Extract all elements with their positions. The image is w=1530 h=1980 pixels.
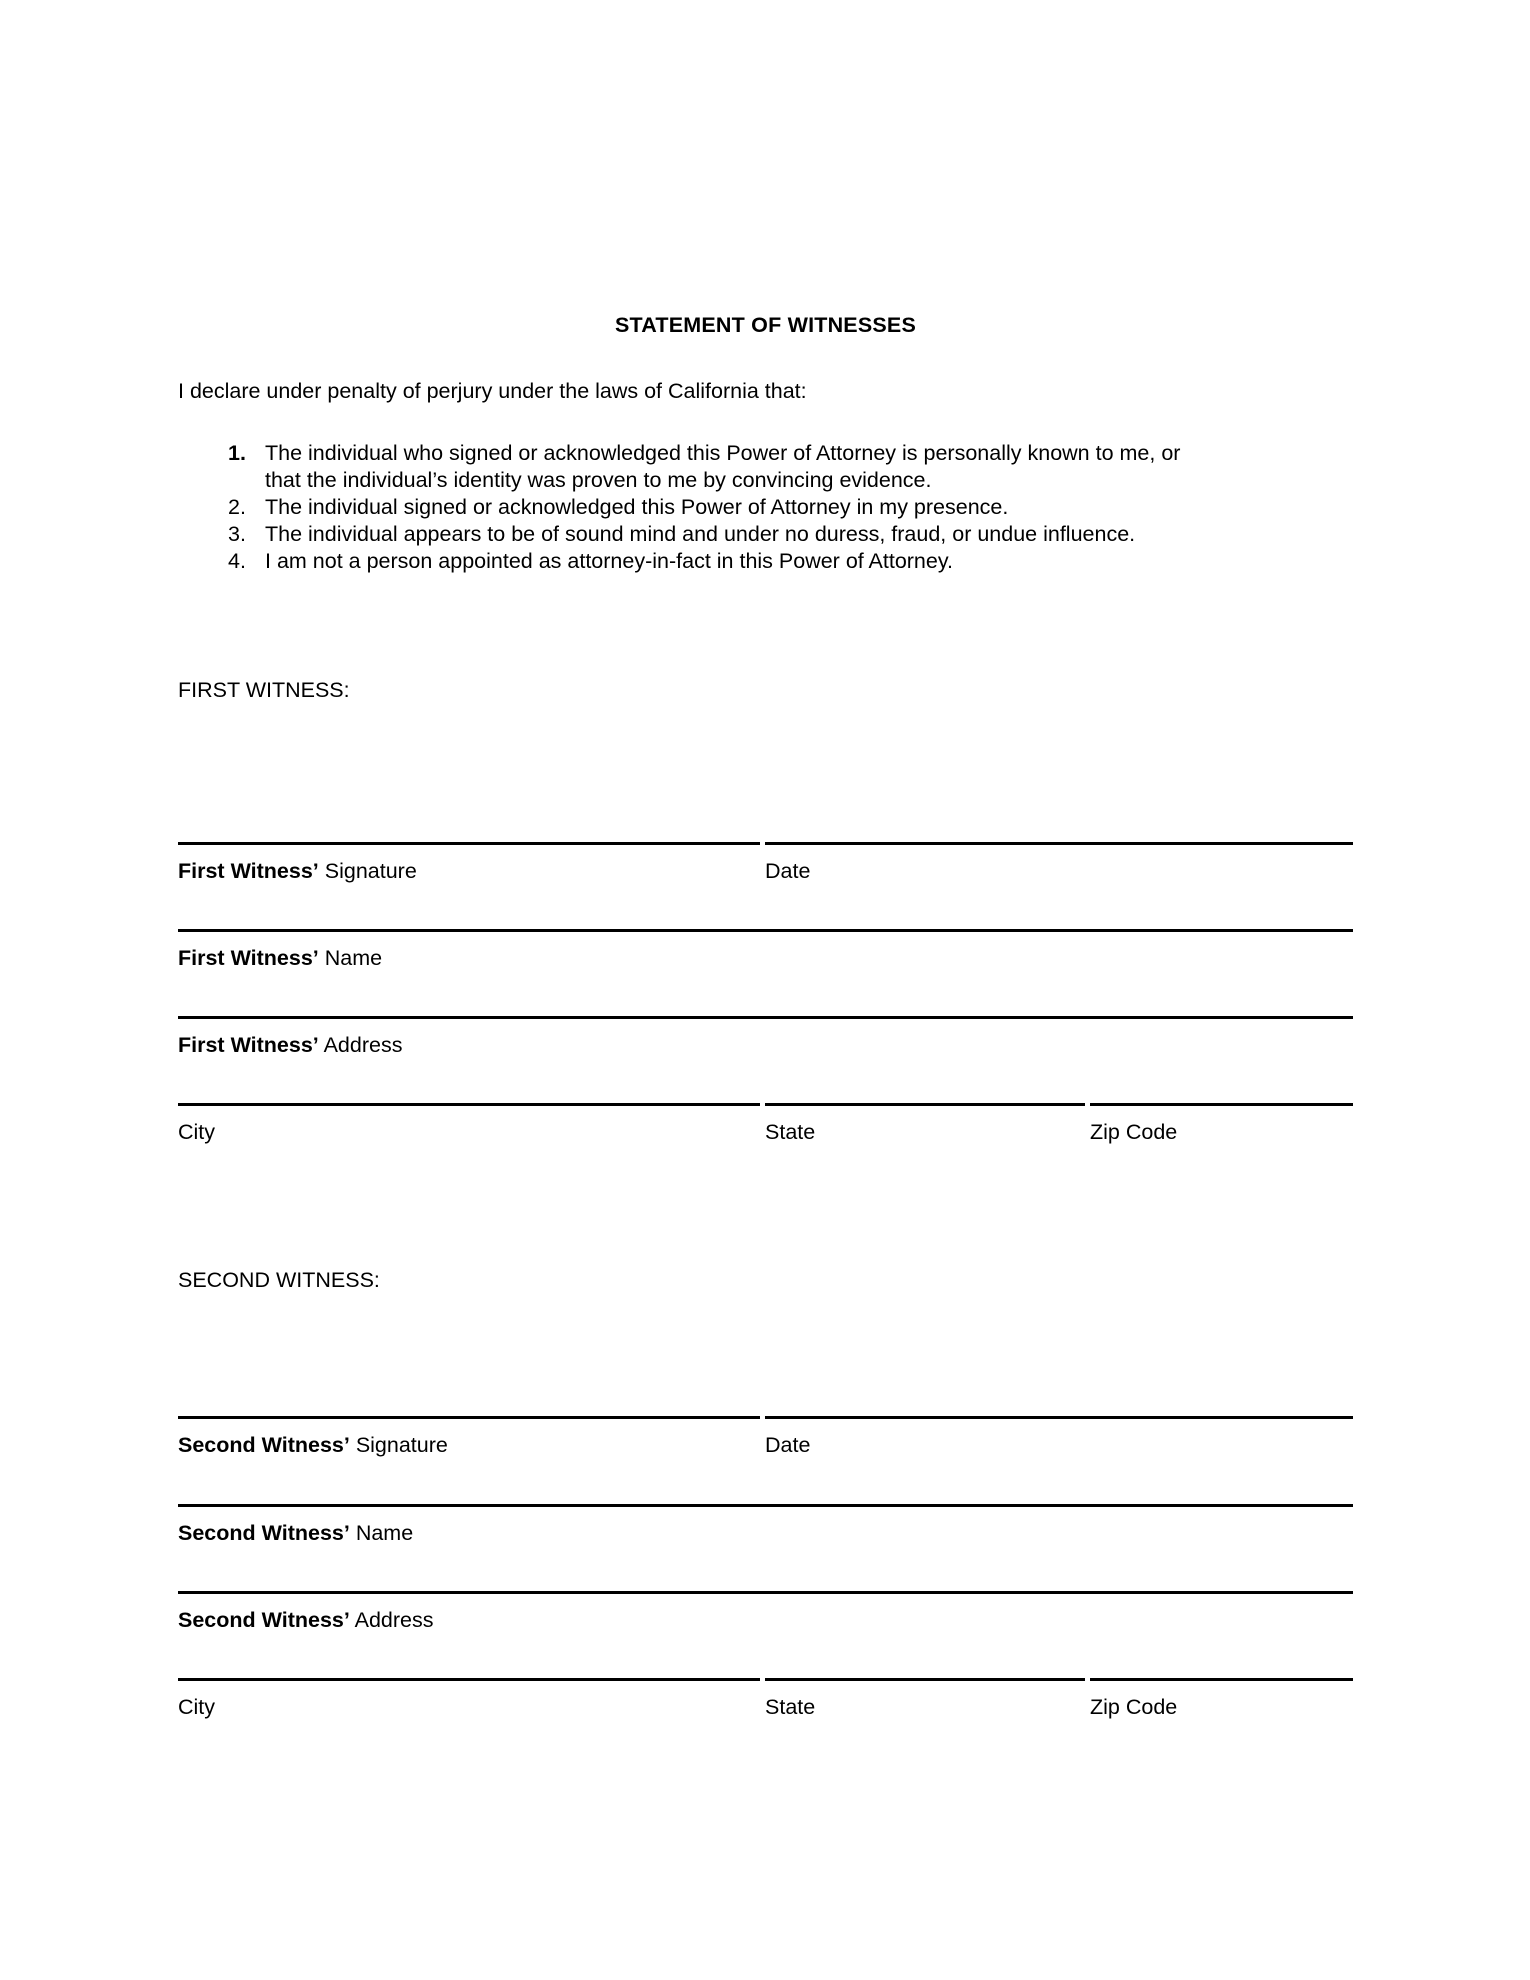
rule-group — [178, 1678, 1353, 1681]
first-witness-name-row — [178, 929, 1353, 985]
second-witness-signature-label — [178, 1433, 448, 1458]
second-witness-state-field[interactable] — [765, 1678, 1085, 1681]
witness-clause-list — [178, 440, 1358, 575]
clause-line-1: The individual appears to be of sound mind and under no duress, fraud, or undue influence. — [265, 522, 1136, 546]
clause-item — [178, 548, 1358, 575]
first-witness-address-row — [178, 1016, 1353, 1072]
rule-group — [178, 1591, 1353, 1594]
clause-line-1: The individual signed or acknowledged this Power of Attorney in my presence. — [265, 495, 1009, 519]
second-witness-zip-label: Zip Code — [1090, 1695, 1178, 1719]
first-witness-state-label: State — [765, 1120, 816, 1144]
first-witness-heading: FIRST WITNESS: — [178, 678, 350, 702]
second-witness-name-label — [178, 1521, 413, 1546]
clause-text — [265, 440, 1358, 494]
label-group — [178, 946, 1353, 976]
rule-group — [178, 929, 1353, 932]
label-group — [178, 1521, 1353, 1551]
rule-group — [178, 842, 1353, 845]
first-witness-name-field[interactable] — [178, 929, 1353, 932]
second-witness-name-label-strong: Second Witness’ — [178, 1521, 350, 1545]
first-witness-zip-field[interactable] — [1090, 1103, 1353, 1106]
clause-line-1: I am not a person appointed as attorney-in-fact in this Power of Attorney. — [265, 549, 953, 573]
first-witness-city-state-zip-row — [178, 1103, 1353, 1159]
second-witness-signature-row — [178, 1416, 1353, 1472]
clause-number: 1. — [228, 441, 246, 465]
second-witness-state-label: State — [765, 1695, 816, 1719]
rule-group — [178, 1416, 1353, 1419]
rule-group — [178, 1103, 1353, 1106]
rule-group — [178, 1504, 1353, 1507]
rule-group — [178, 1016, 1353, 1019]
second-witness-address-label-strong: Second Witness’ — [178, 1608, 350, 1632]
second-witness-signature-field[interactable] — [178, 1416, 760, 1419]
page-title: STATEMENT OF WITNESSES — [614, 313, 917, 337]
first-witness-name-label-rest: Name — [318, 946, 383, 970]
first-witness-city-field[interactable] — [178, 1103, 760, 1106]
label-group — [178, 1608, 1353, 1638]
second-witness-address-field[interactable] — [178, 1591, 1353, 1594]
clause-text — [265, 548, 1358, 575]
label-group — [178, 1120, 1353, 1150]
label-group — [178, 1033, 1353, 1063]
first-witness-date-field[interactable] — [765, 842, 1353, 845]
first-witness-signature-label — [178, 859, 417, 884]
clause-number: 2. — [228, 495, 246, 519]
first-witness-signature-row — [178, 842, 1353, 898]
second-witness-name-field[interactable] — [178, 1504, 1353, 1507]
first-witness-date-label: Date — [765, 859, 811, 883]
second-witness-address-row — [178, 1591, 1353, 1647]
clause-number: 4. — [228, 549, 246, 573]
second-witness-zip-field[interactable] — [1090, 1678, 1353, 1681]
clause-item — [178, 494, 1358, 521]
first-witness-city-label: City — [178, 1120, 216, 1144]
clause-text — [265, 494, 1358, 521]
second-witness-city-label: City — [178, 1695, 216, 1719]
first-witness-address-label-strong: First Witness’ — [178, 1033, 319, 1057]
second-witness-city-field[interactable] — [178, 1678, 760, 1681]
clause-line-1: The individual who signed or acknowledged this Power of Attorney is personally known to me, or — [265, 441, 1181, 465]
second-witness-address-label — [178, 1608, 434, 1633]
second-witness-name-row — [178, 1504, 1353, 1560]
second-witness-date-label: Date — [765, 1433, 811, 1457]
label-group — [178, 1695, 1353, 1725]
second-witness-name-label-rest: Name — [349, 1521, 414, 1545]
first-witness-signature-label-rest: Signature — [318, 859, 417, 883]
label-group — [178, 1433, 1353, 1463]
first-witness-name-label — [178, 946, 382, 971]
second-witness-address-label-rest: Address — [349, 1608, 434, 1632]
clause-item — [178, 440, 1358, 494]
first-witness-address-field[interactable] — [178, 1016, 1353, 1019]
first-witness-state-field[interactable] — [765, 1103, 1085, 1106]
second-witness-heading: SECOND WITNESS: — [178, 1268, 380, 1292]
first-witness-signature-field[interactable] — [178, 842, 760, 845]
declaration-statement: I declare under penalty of perjury under the laws of California that: — [178, 379, 807, 403]
second-witness-date-field[interactable] — [765, 1416, 1353, 1419]
clause-item — [178, 521, 1358, 548]
clause-number: 3. — [228, 522, 246, 546]
clause-line-2: that the individual’s identity was proven to me by convincing evidence. — [265, 468, 932, 492]
second-witness-signature-label-rest: Signature — [349, 1433, 448, 1457]
first-witness-name-label-strong: First Witness’ — [178, 946, 319, 970]
first-witness-zip-label: Zip Code — [1090, 1120, 1178, 1144]
second-witness-city-state-zip-row — [178, 1678, 1353, 1734]
first-witness-signature-label-strong: First Witness’ — [178, 859, 319, 883]
second-witness-signature-label-strong: Second Witness’ — [178, 1433, 350, 1457]
first-witness-address-label — [178, 1033, 402, 1058]
label-group — [178, 859, 1353, 889]
first-witness-address-label-rest: Address — [318, 1033, 403, 1057]
clause-text — [265, 521, 1358, 548]
